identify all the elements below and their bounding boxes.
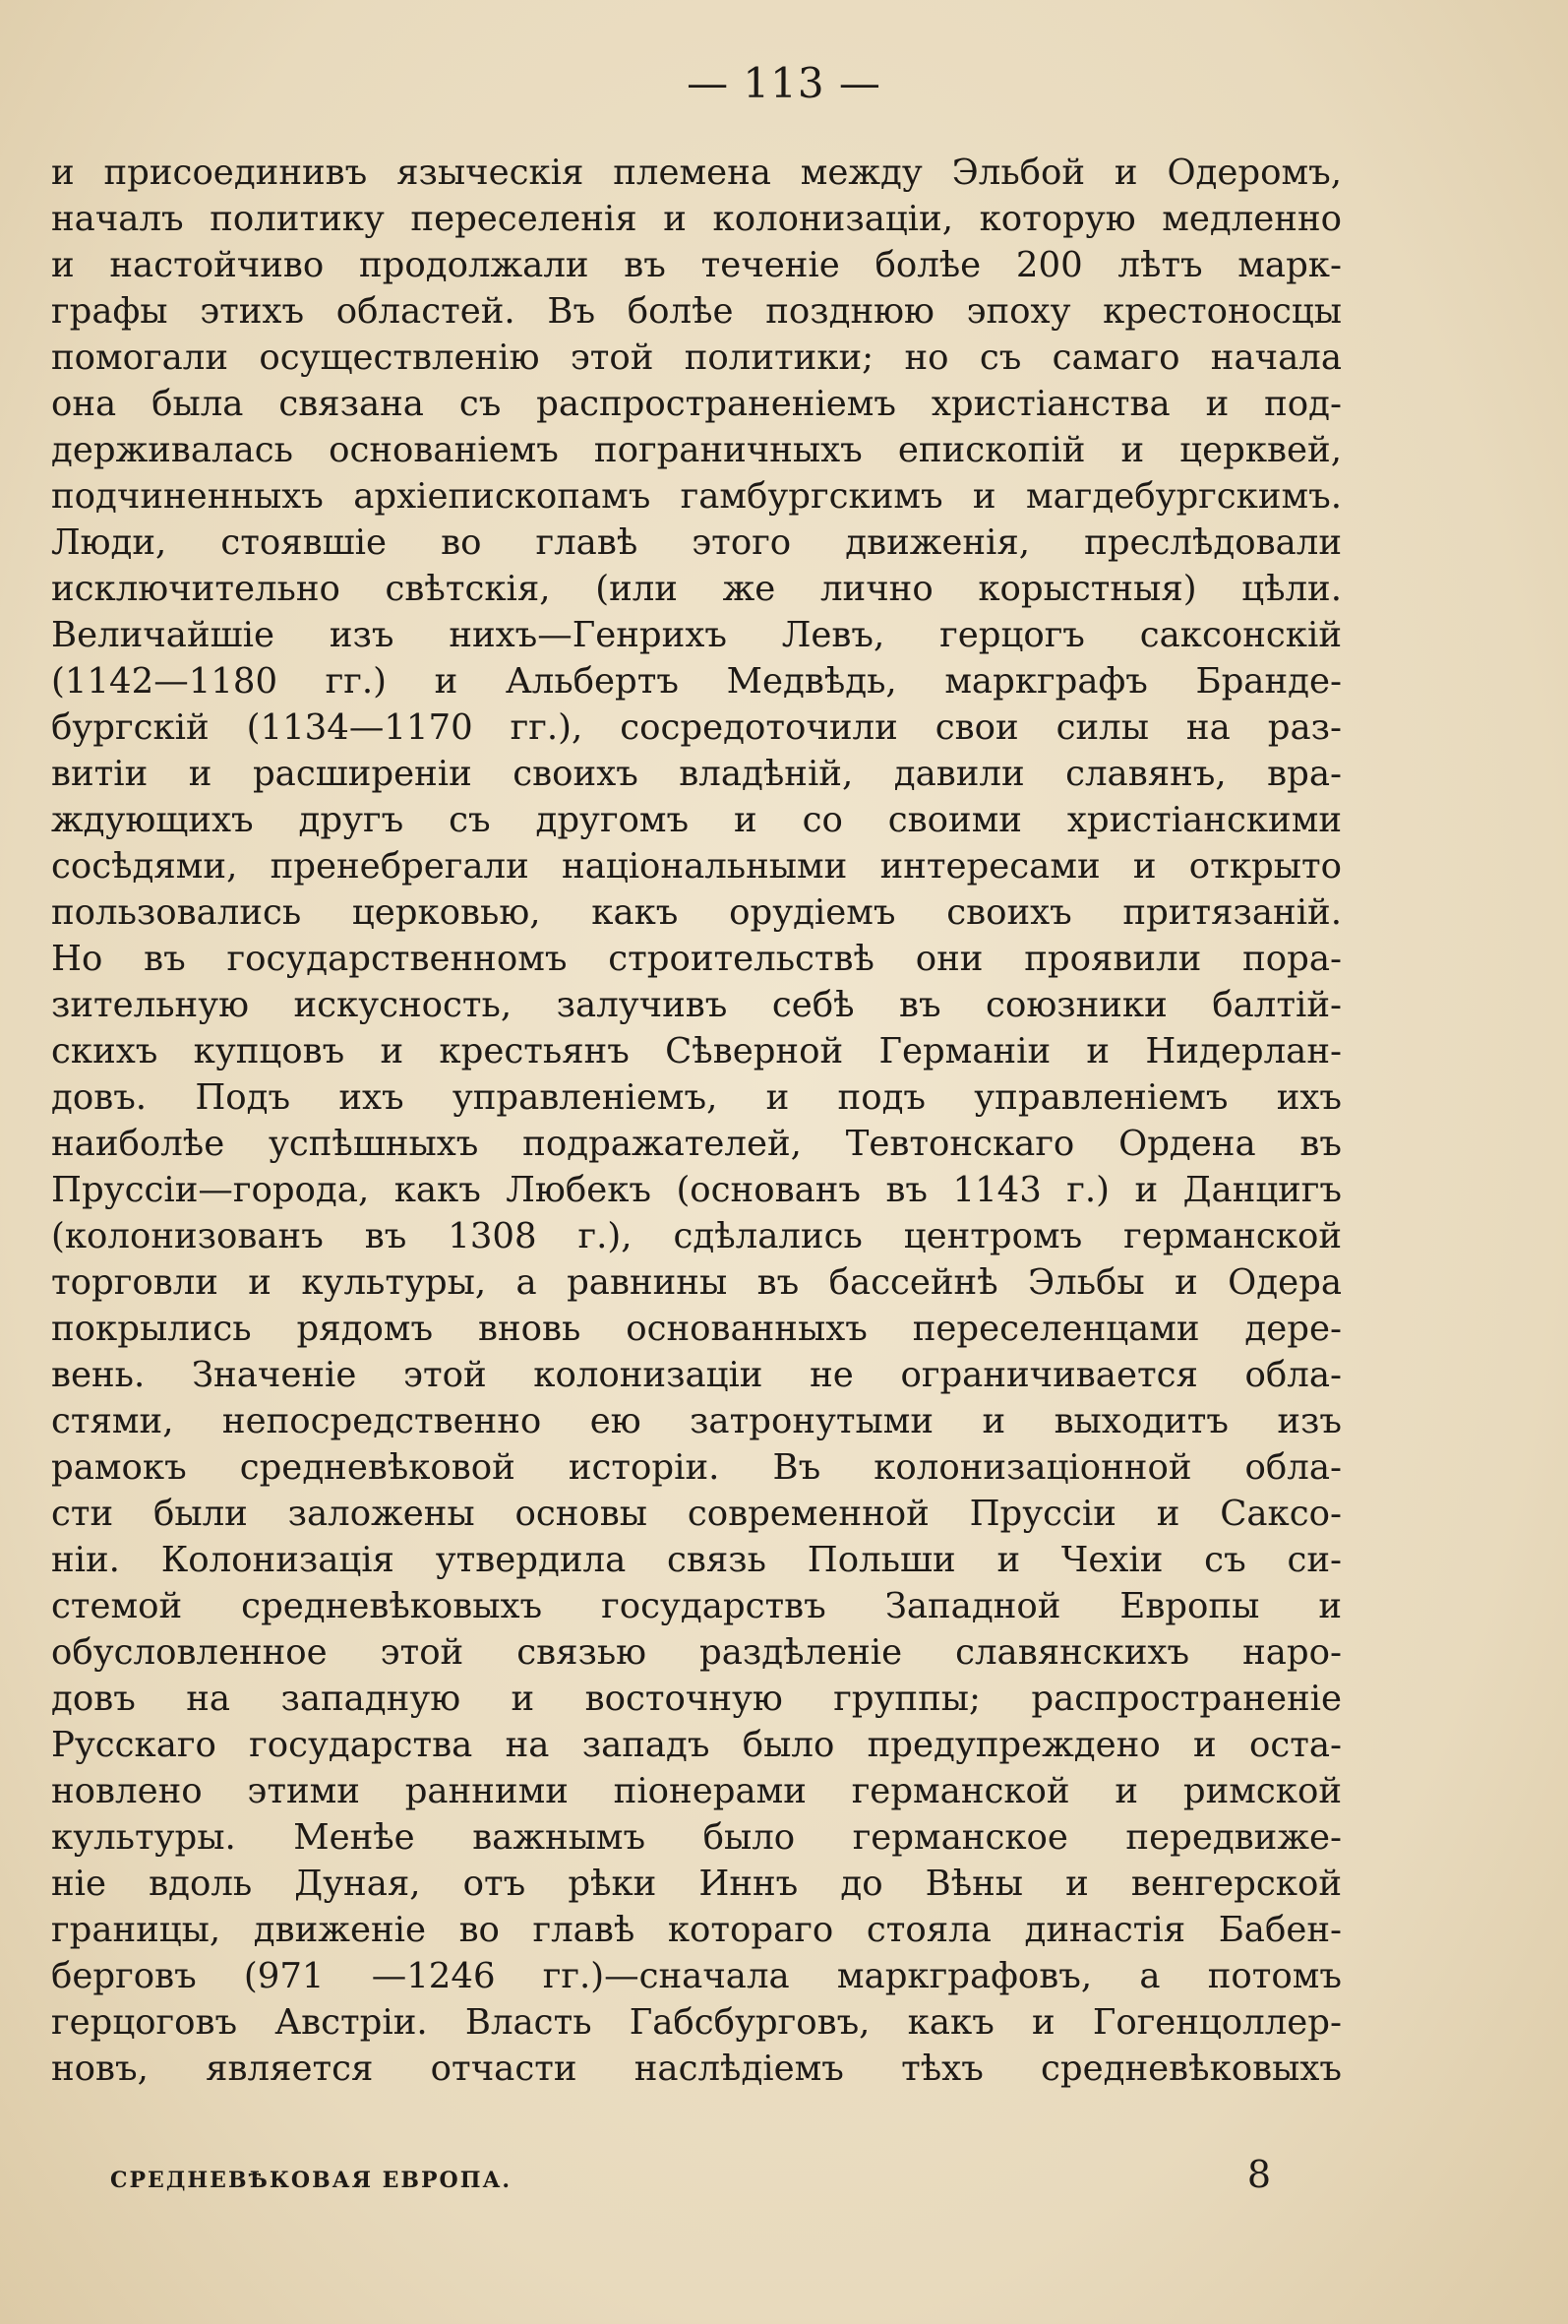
text-line: графы этихъ областей. Въ болѣе позднюю эпоху крестоносцы xyxy=(51,291,1342,332)
text-line: торговли и культуры, а равнины въ бассейнѣ Эльбы и Одера xyxy=(51,1262,1342,1303)
text-line: (колонизованъ въ 1308 г.), сдѣлались центромъ германской xyxy=(51,1216,1342,1256)
text-line: Русскаго государства на западъ было предупреждено и оста- xyxy=(51,1725,1342,1765)
text-line: стями, непосредственно ею затронутыми и выходитъ изъ xyxy=(51,1401,1342,1441)
text-line: исключительно свѣтскія, (или же лично корыстныя) цѣли. xyxy=(51,569,1342,609)
text-line: бургскій (1134—1170 гг.), сосредоточили свои силы на раз- xyxy=(51,707,1342,748)
text-line: Величайшіе изъ нихъ—Генрихъ Левъ, герцогъ саксонскій xyxy=(51,615,1342,655)
text-line: Но въ государственномъ строительствѣ они проявили пора- xyxy=(51,939,1342,979)
text-line: пользовались церковью, какъ орудіемъ своихъ притязаній. xyxy=(51,892,1342,933)
text-line: довъ на западную и восточную группы; распространеніе xyxy=(51,1679,1342,1719)
text-line: Люди, стоявшіе во главѣ этого движенія, преслѣдовали xyxy=(51,522,1342,563)
signature-mark: 8 xyxy=(1246,2153,1271,2196)
text-line: культуры. Менѣе важнымъ было германское передвиже- xyxy=(51,1817,1342,1858)
text-line: новлено этими ранними піонерами германской и римской xyxy=(51,1771,1342,1811)
text-line: берговъ (971 —1246 гг.)—сначала маркграфовъ, а потомъ xyxy=(51,1956,1342,1996)
text-line: покрылись рядомъ вновь основанныхъ переселенцами дере- xyxy=(51,1309,1342,1349)
text-line: вень. Значеніе этой колонизаціи не ограничивается обла- xyxy=(51,1355,1342,1395)
page-number: — 113 — xyxy=(687,59,881,107)
text-line: витіи и расширеніи своихъ владѣній, давили славянъ, вра- xyxy=(51,754,1342,794)
text-line: наиболѣе успѣшныхъ подражателей, Тевтонскаго Ордена въ xyxy=(51,1124,1342,1164)
text-line: новъ, является отчасти наслѣдіемъ тѣхъ средневѣковыхъ xyxy=(51,2049,1342,2089)
text-line: довъ. Подъ ихъ управленіемъ, и подъ управленіемъ ихъ xyxy=(51,1077,1342,1118)
text-line: рамокъ средневѣковой исторіи. Въ колонизаціонной обла- xyxy=(51,1447,1342,1488)
text-line: границы, движеніе во главѣ котораго стояла династія Бабен- xyxy=(51,1910,1342,1950)
text-line: зительную искусность, залучивъ себѣ въ союзники балтій- xyxy=(51,985,1342,1025)
text-line: подчиненныхъ архіепископамъ гамбургскимъ и магдебургскимъ. xyxy=(51,476,1342,517)
text-line: Пруссіи—города, какъ Любекъ (основанъ въ 1143 г.) и Данцигъ xyxy=(51,1170,1342,1210)
text-line: и присоединивъ языческія племена между Эльбой и Одеромъ, xyxy=(51,153,1342,193)
text-line: и настойчиво продолжали въ теченіе болѣе 200 лѣтъ марк- xyxy=(51,245,1342,285)
text-line: началъ политику переселенія и колонизаціи, которую медленно xyxy=(51,199,1342,239)
text-line: (1142—1180 гг.) и Альбертъ Медвѣдь, маркграфъ Бранде- xyxy=(51,661,1342,702)
text-line: она была связана съ распространеніемъ христіанства и под- xyxy=(51,384,1342,424)
text-line: помогали осуществленію этой политики; но съ самаго начала xyxy=(51,337,1342,378)
text-line: обусловленное этой связью раздѣленіе славянскихъ наро- xyxy=(51,1632,1342,1673)
text-line: ждующихъ другъ съ другомъ и со своими христіанскими xyxy=(51,800,1342,840)
text-line: сосѣдями, пренебрегали національными интересами и открыто xyxy=(51,846,1342,887)
text-line: скихъ купцовъ и крестьянъ Сѣверной Германіи и Нидерлан- xyxy=(51,1031,1342,1071)
text-line: герцоговъ Австріи. Власть Габсбурговъ, какъ и Гогенцоллер- xyxy=(51,2002,1342,2043)
body-text xyxy=(51,150,1342,2092)
text-line: сти были заложены основы современной Пруссіи и Саксо- xyxy=(51,1494,1342,1534)
page-footer xyxy=(110,2153,1271,2196)
running-footer-title: СРЕДНЕВѢКОВАЯ ЕВРОПА. xyxy=(110,2168,513,2193)
text-line: ніе вдоль Дуная, отъ рѣки Иннъ до Вѣны и венгерской xyxy=(51,1864,1342,1904)
text-line: ніи. Колонизація утвердила связь Польши и Чехіи съ си- xyxy=(51,1540,1342,1580)
text-line: держивалась основаніемъ пограничныхъ епископій и церквей, xyxy=(51,430,1342,470)
text-line: стемой средневѣковыхъ государствъ Западной Европы и xyxy=(51,1586,1342,1626)
